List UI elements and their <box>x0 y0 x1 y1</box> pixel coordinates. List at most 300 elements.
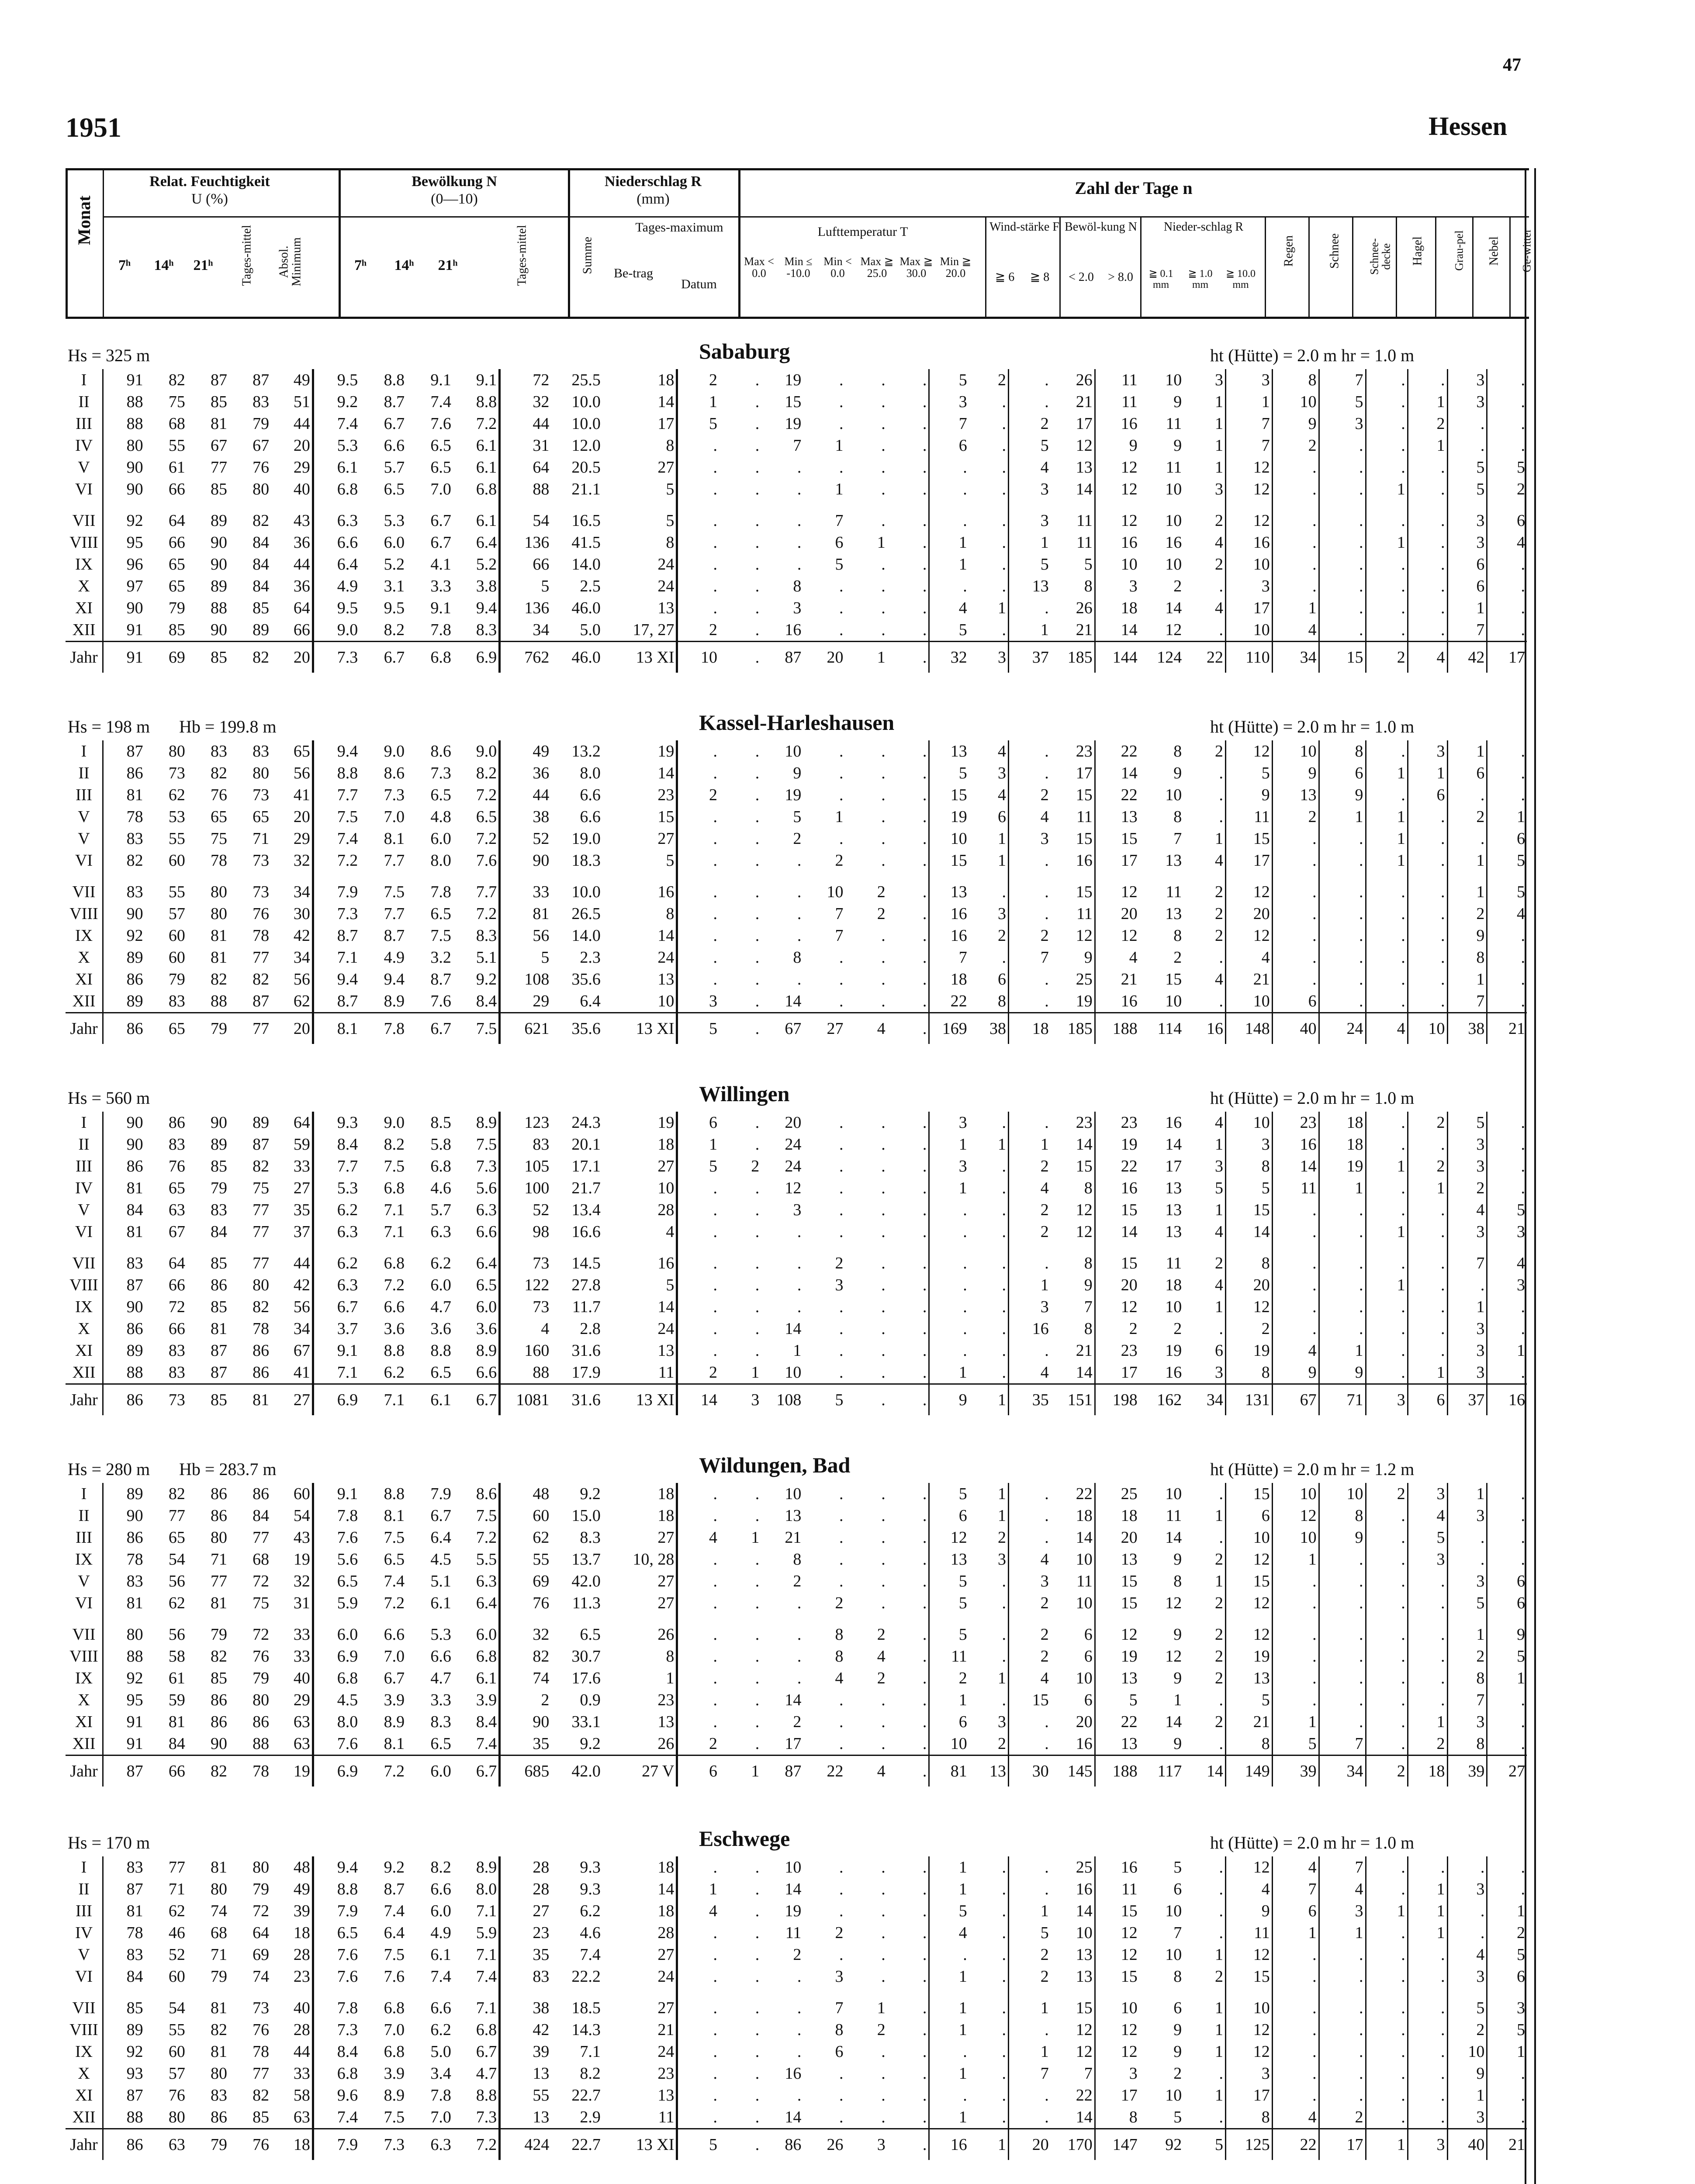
value-cell: 16 <box>657 1254 675 1272</box>
value-cell: 15 <box>1095 828 1139 850</box>
value-cell: . <box>1319 903 1366 925</box>
value-cell: 7.2 <box>476 905 497 923</box>
value-cell: 77 <box>211 1572 227 1590</box>
value-cell: 15 <box>929 850 969 881</box>
value-cell: 40 <box>293 1669 310 1687</box>
value-cell: 3.6 <box>430 1320 451 1338</box>
value-cell: 2 <box>1214 742 1223 760</box>
value-cell: 32 <box>293 851 310 870</box>
value-cell: 11 <box>1225 1922 1272 1944</box>
value-cell: 2 <box>500 1689 551 1711</box>
value-cell: . <box>1219 1902 1223 1920</box>
value-cell: . <box>1366 1318 1408 1340</box>
value-cell: . <box>881 1507 886 1525</box>
value-cell: . <box>677 1667 719 1689</box>
station-ht: ht (Hütte) = 2.0 m hr = 1.0 m <box>1210 346 1415 365</box>
value-cell: 3.3 <box>430 1691 451 1709</box>
value-cell: . <box>1487 968 1527 990</box>
value-cell: 90 <box>500 850 551 881</box>
value-cell: 26 <box>657 1735 675 1753</box>
value-cell: 4 <box>929 597 969 619</box>
value-cell: 14 <box>785 2108 802 2126</box>
value-cell: 77 <box>253 1201 270 1219</box>
value-cell: 4 <box>1214 970 1223 988</box>
value-cell: 8 <box>793 577 802 595</box>
value-cell: . <box>922 808 927 826</box>
value-cell: . <box>1487 1548 1527 1570</box>
value-cell: 21 <box>1076 621 1093 639</box>
value-cell: 5 <box>1408 1527 1447 1548</box>
value-cell: 2 <box>877 1625 886 1644</box>
value-cell: 76 <box>500 1592 551 1624</box>
value-cell: 13 <box>929 881 969 903</box>
value-cell: . <box>1408 881 1447 903</box>
value-cell: 2 <box>1173 948 1182 967</box>
value-cell: 7.7 <box>384 851 405 870</box>
value-cell: 72 <box>500 369 551 391</box>
value-cell: 6.5 <box>384 480 405 498</box>
value-cell: 20 <box>1095 903 1139 925</box>
value-cell: . <box>839 764 844 782</box>
value-cell: . <box>881 1157 886 1175</box>
value-cell: 88 <box>500 478 551 510</box>
value-cell: 1 <box>929 1856 969 1878</box>
value-cell: 5 <box>1214 1179 1223 1197</box>
value-cell: 1 <box>1009 2041 1051 2063</box>
value-cell: 18.5 <box>571 1999 601 2017</box>
value-cell: 6.6 <box>476 1223 497 1241</box>
value-cell: 3 <box>1319 1900 1366 1922</box>
value-cell: . <box>1272 1966 1319 1997</box>
value-cell: 31.6 <box>571 1341 601 1360</box>
value-cell: . <box>677 1505 719 1527</box>
value-cell: 9 <box>1173 2021 1182 2039</box>
value-cell: . <box>755 458 760 477</box>
value-cell: 27 <box>271 1384 313 1416</box>
value-cell: 2 <box>793 1713 802 1731</box>
value-cell: . <box>1366 413 1408 435</box>
value-cell: 8.7 <box>313 925 360 947</box>
value-cell: 5 <box>1225 1177 1272 1199</box>
regen-label: Regen <box>1282 235 1296 267</box>
value-cell: 27 <box>293 1179 310 1197</box>
value-cell: 2 <box>1009 1155 1051 1177</box>
value-cell: 74 <box>253 1967 270 1986</box>
value-cell: 1 <box>1366 532 1408 553</box>
value-cell: 13.7 <box>571 1550 601 1569</box>
value-cell: . <box>1319 1296 1366 1318</box>
value-cell: 7.9 <box>313 1900 360 1922</box>
value-cell: 6.0 <box>406 1755 453 1787</box>
value-cell: 31 <box>500 435 551 456</box>
datum-label: Datum <box>681 277 717 291</box>
value-cell: . <box>1408 1274 1447 1296</box>
value-cell: 54 <box>293 1507 310 1525</box>
value-cell: 20.5 <box>571 458 601 477</box>
value-cell: 7.2 <box>384 1594 405 1612</box>
value-cell: . <box>881 458 886 477</box>
value-cell: 10 <box>1225 990 1272 1013</box>
value-cell: . <box>1366 1944 1408 1966</box>
value-cell: 2 <box>1366 642 1408 673</box>
value-cell: 40 <box>293 1999 310 2017</box>
value-cell: 83 <box>253 742 270 760</box>
value-cell: 8 <box>1319 1505 1366 1527</box>
value-cell: . <box>1002 2021 1007 2039</box>
value-cell: 1 <box>1272 1548 1319 1570</box>
value-cell: . <box>881 1135 886 1154</box>
value-cell: 27 <box>657 1594 675 1612</box>
value-cell: 6 <box>929 1505 969 1527</box>
value-cell: . <box>922 1179 927 1197</box>
value-cell: . <box>1408 850 1447 881</box>
value-cell: 86 <box>761 2129 803 2160</box>
lt-col-3: Min < 0.0 <box>823 255 852 280</box>
value-cell: . <box>1408 1318 1447 1340</box>
table-row <box>66 1667 1527 1689</box>
value-cell: 5.1 <box>430 1572 451 1590</box>
table-row <box>66 1878 1527 1900</box>
value-cell: 1 <box>998 1669 1007 1687</box>
value-cell: 13 <box>657 970 675 988</box>
value-cell: 198 <box>1095 1384 1139 1416</box>
value-cell: . <box>922 533 927 552</box>
value-cell: 1 <box>1447 2084 1487 2106</box>
value-cell: 17, 27 <box>633 621 675 639</box>
value-cell: 65 <box>293 742 310 760</box>
value-cell: 8.9 <box>384 992 405 1010</box>
value-cell: 89 <box>253 621 270 639</box>
value-cell: 15 <box>1076 883 1093 901</box>
value-cell: . <box>1408 1966 1447 1997</box>
value-cell: 28 <box>657 1924 675 1942</box>
value-cell: . <box>839 458 844 477</box>
station-hb: Hb = 199.8 m <box>179 717 277 736</box>
value-cell: . <box>755 555 760 574</box>
value-cell: 4 <box>929 1922 969 1944</box>
value-cell: . <box>922 1201 927 1219</box>
value-cell: . <box>1319 947 1366 968</box>
value-cell: 8 <box>1272 369 1319 391</box>
value-cell: 6.8 <box>384 1254 405 1272</box>
value-cell: 4 <box>1225 1878 1272 1900</box>
value-cell: 22 <box>1272 2129 1319 2160</box>
value-cell: 8 <box>793 948 802 967</box>
value-cell: 5.7 <box>384 458 405 477</box>
value-cell: 2 <box>793 1572 802 1590</box>
value-cell: 80 <box>253 1276 270 1294</box>
value-cell: 19 <box>929 806 969 828</box>
value-cell: . <box>922 742 927 760</box>
value-cell: 79 <box>211 1967 227 1986</box>
value-cell: 1 <box>1487 1900 1527 1922</box>
value-cell: . <box>1487 1689 1527 1711</box>
value-cell: . <box>1366 925 1408 947</box>
value-cell: 7 <box>1447 1689 1487 1711</box>
value-cell: 6.6 <box>313 532 360 553</box>
value-cell: 7.7 <box>313 784 360 806</box>
value-cell: 3 <box>1214 371 1223 389</box>
value-cell: 42 <box>1447 642 1487 673</box>
value-cell: . <box>839 1880 844 1898</box>
value-cell: 5.3 <box>313 435 360 456</box>
value-cell: 34 <box>293 948 310 967</box>
value-cell: 0.9 <box>580 1691 601 1709</box>
value-cell: 7.8 <box>430 883 451 901</box>
value-cell: 8.3 <box>430 1713 451 1731</box>
value-cell: . <box>922 1647 927 1666</box>
value-cell: 90 <box>500 1711 551 1733</box>
value-cell: 81 <box>103 1900 145 1922</box>
value-cell: 11 <box>929 1645 969 1667</box>
value-cell: 12 <box>1076 926 1093 945</box>
value-cell: 89 <box>103 1340 145 1362</box>
value-cell: . <box>1002 948 1007 967</box>
value-cell: 3 <box>998 1550 1007 1569</box>
value-cell: . <box>1002 2108 1007 2126</box>
value-cell: 5 <box>1487 1645 1527 1667</box>
value-cell: 7.8 <box>430 2086 451 2105</box>
value-cell: . <box>1408 510 1447 532</box>
value-cell: 19 <box>1165 1341 1182 1360</box>
value-cell: . <box>1487 1856 1527 1878</box>
table-row <box>66 619 1527 642</box>
month-cell: II <box>78 1507 90 1525</box>
value-cell: . <box>922 1902 927 1920</box>
value-cell: 82 <box>253 970 270 988</box>
value-cell: 1 <box>969 1384 1009 1416</box>
table-row <box>66 1645 1527 1667</box>
value-cell: 12 <box>1225 1856 1272 1878</box>
value-cell: 5 <box>666 851 675 870</box>
value-cell: 7.4 <box>580 1946 601 1964</box>
value-cell: 6 <box>1408 784 1447 806</box>
value-cell: 72 <box>253 1572 270 1590</box>
value-cell: 2 <box>1408 1155 1447 1177</box>
value-cell: 17 <box>1225 850 1272 881</box>
value-cell: . <box>922 1320 927 1338</box>
value-cell: . <box>677 2019 719 2041</box>
table-row <box>66 881 1527 903</box>
value-cell: . <box>1366 1505 1408 1527</box>
value-cell: 1 <box>1319 806 1366 828</box>
value-cell: . <box>881 1179 886 1197</box>
value-cell: 7.4 <box>384 1902 405 1920</box>
value-cell: 14 <box>1095 762 1139 784</box>
value-cell: 1 <box>929 2019 969 2041</box>
value-cell: 4.6 <box>580 1924 601 1942</box>
value-cell: 91 <box>103 369 145 391</box>
value-cell: 74 <box>500 1667 551 1689</box>
month-cell: VII <box>72 1254 96 1272</box>
value-cell: 19 <box>1225 1645 1272 1667</box>
value-cell: 2 <box>1214 1254 1223 1272</box>
table-row <box>66 1318 1527 1340</box>
value-cell: 2 <box>1366 1483 1408 1505</box>
value-cell: 10 <box>1165 1485 1182 1503</box>
value-cell: 9.5 <box>313 597 360 619</box>
value-cell: . <box>1009 1112 1051 1133</box>
value-cell: 10 <box>1225 1997 1272 2019</box>
value-cell: . <box>1319 575 1366 597</box>
value-cell: 8.3 <box>476 621 497 639</box>
value-cell: 7.1 <box>476 1999 497 2017</box>
bew-tagesmittel-label: Tages-mittel <box>515 225 529 286</box>
value-cell: 1 <box>929 2063 969 2084</box>
value-cell: . <box>1319 828 1366 850</box>
value-cell: . <box>1002 533 1007 552</box>
value-cell: 38 <box>500 806 551 828</box>
value-cell: . <box>1219 992 1223 1010</box>
value-cell: 7.0 <box>430 480 451 498</box>
value-cell: . <box>677 1483 719 1505</box>
value-cell: 9.1 <box>430 599 451 617</box>
value-cell: 13 <box>500 2106 551 2129</box>
value-cell: 24 <box>785 1157 802 1175</box>
tagesmittel-label: Tages-mittel <box>240 225 254 286</box>
value-cell: . <box>755 1179 760 1197</box>
value-cell: 18 <box>1319 1133 1366 1155</box>
value-cell: 88 <box>500 1362 551 1384</box>
value-cell: 8.8 <box>384 1341 405 1360</box>
value-cell: 92 <box>103 2041 145 2063</box>
value-cell: 82 <box>500 1645 551 1667</box>
table-row <box>66 1252 1527 1274</box>
value-cell: 55 <box>168 436 185 455</box>
value-cell: 9.0 <box>384 742 405 760</box>
value-cell: 90 <box>103 1133 145 1155</box>
table-row <box>66 1624 1527 1645</box>
value-cell: . <box>1319 2084 1366 2106</box>
station-ht: ht (Hütte) = 2.0 m hr = 1.0 m <box>1210 717 1415 736</box>
value-cell: 6.0 <box>430 829 451 848</box>
value-cell: 8.1 <box>313 1013 360 1044</box>
value-cell: 6.5 <box>313 1922 360 1944</box>
value-cell: 77 <box>168 1507 185 1525</box>
value-cell: 18 <box>657 1902 675 1920</box>
value-cell: 4 <box>1408 1505 1447 1527</box>
value-cell: 6 <box>1447 762 1487 784</box>
value-cell: 4.6 <box>430 1179 451 1197</box>
value-cell: . <box>1009 1878 1051 1900</box>
value-cell: 11 <box>1076 808 1093 826</box>
value-cell: 20 <box>1009 2129 1051 2160</box>
value-cell: 63 <box>168 1201 185 1219</box>
value-cell: 6.6 <box>384 1298 405 1316</box>
value-cell: 2.9 <box>580 2108 601 2126</box>
value-cell: 12 <box>1095 1944 1139 1966</box>
value-cell: 14 <box>1076 1135 1093 1154</box>
value-cell: . <box>755 883 760 901</box>
value-cell: 9.1 <box>313 1340 360 1362</box>
value-cell: . <box>922 1157 927 1175</box>
value-cell: 18.3 <box>571 851 601 870</box>
value-cell: . <box>839 415 844 433</box>
value-cell: . <box>1002 1858 1007 1876</box>
value-cell: . <box>839 1223 844 1241</box>
value-cell: 76 <box>253 458 270 477</box>
value-cell: 96 <box>103 553 145 575</box>
value-cell: 13 <box>1165 851 1182 870</box>
value-cell: 10 <box>929 828 969 850</box>
value-cell: 87 <box>103 2084 145 2106</box>
value-cell: . <box>839 393 844 411</box>
value-cell: . <box>922 2064 927 2083</box>
month-cell: V <box>78 1201 90 1219</box>
value-cell: 1 <box>1009 1900 1051 1922</box>
value-cell: . <box>922 1713 927 1731</box>
value-cell: 77 <box>253 1223 270 1241</box>
value-cell: 95 <box>103 532 145 553</box>
value-cell: 2 <box>1487 1922 1527 1944</box>
value-cell: . <box>881 480 886 498</box>
value-cell: 2 <box>1408 413 1447 435</box>
value-cell: . <box>1487 2106 1527 2129</box>
value-cell: 1 <box>1487 806 1527 828</box>
value-cell: . <box>1002 1157 1007 1175</box>
value-cell: 20 <box>1225 1274 1272 1296</box>
value-cell: 8.9 <box>384 1713 405 1731</box>
value-cell: . <box>1219 2108 1223 2126</box>
value-cell: 9 <box>1173 764 1182 782</box>
value-cell: . <box>1408 2063 1447 2084</box>
value-cell: . <box>1319 597 1366 619</box>
value-cell: . <box>1319 510 1366 532</box>
value-cell: 5 <box>1487 456 1527 478</box>
value-cell: 7 <box>1084 2064 1093 2083</box>
value-cell: . <box>881 1201 886 1219</box>
value-cell: 5.2 <box>476 555 497 574</box>
value-cell: . <box>1009 990 1051 1013</box>
value-cell: 2 <box>1408 1733 1447 1755</box>
value-cell: 1 <box>1447 1483 1487 1505</box>
value-cell: 6 <box>1084 1625 1093 1644</box>
value-cell: . <box>1002 2042 1007 2061</box>
value-cell: 19 <box>1076 992 1093 1010</box>
value-cell: 8 <box>1173 742 1182 760</box>
value-cell: 5 <box>835 555 844 574</box>
value-cell: . <box>1272 1296 1319 1318</box>
value-cell: 2 <box>1214 905 1223 923</box>
value-cell: . <box>881 1713 886 1731</box>
value-cell: 85 <box>253 599 270 617</box>
value-cell: 6.3 <box>313 510 360 532</box>
value-cell: 1 <box>1447 1296 1487 1318</box>
value-cell: 6.9 <box>313 1755 360 1787</box>
value-cell: 23 <box>1076 742 1093 760</box>
value-cell: . <box>839 2086 844 2105</box>
value-cell: . <box>1219 808 1223 826</box>
value-cell: . <box>1219 786 1223 804</box>
value-cell: 9 <box>1173 1669 1182 1687</box>
value-cell: 79 <box>168 970 185 988</box>
value-cell: 65 <box>168 1179 185 1197</box>
value-cell: 2 <box>1225 1318 1272 1340</box>
value-cell: 6 <box>998 808 1007 826</box>
month-cell: II <box>78 764 90 782</box>
value-cell: 2 <box>1009 1944 1051 1966</box>
value-cell: 34 <box>293 1320 310 1338</box>
value-cell: 83 <box>211 742 227 760</box>
value-cell: . <box>839 1179 844 1197</box>
value-cell: 136 <box>500 532 551 553</box>
month-cell: X <box>78 1691 90 1709</box>
value-cell: 32 <box>500 1624 551 1645</box>
value-cell: 76 <box>253 2021 270 2039</box>
value-cell: 9 <box>1272 413 1319 435</box>
value-cell: . <box>1366 1689 1408 1711</box>
value-cell: 7.7 <box>313 1155 360 1177</box>
